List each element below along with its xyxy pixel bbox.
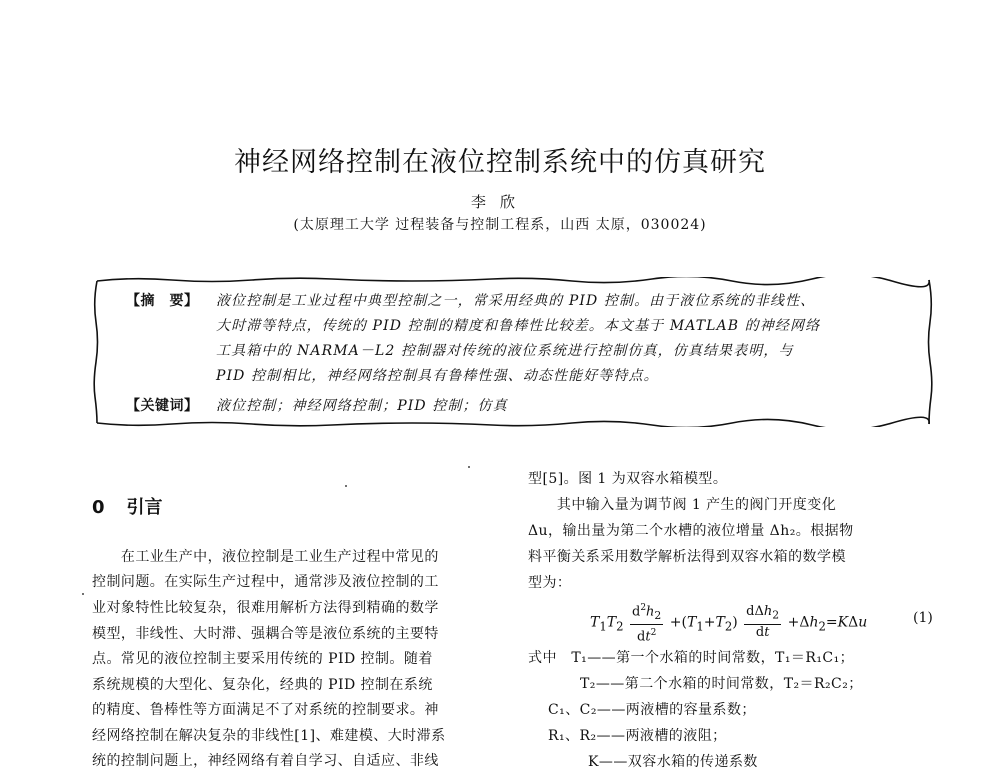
body-line: 的精度、鲁棒性等方面满足不了对系统的控制要求。神 [92, 702, 439, 718]
abstract-label: 【摘 要】 [126, 293, 199, 309]
scan-speck [82, 593, 84, 595]
abstract-line: PID 控制相比，神经网络控制具有鲁棒性强、动态性能好等特点。 [216, 368, 659, 384]
body-line: 系统规模的大型化、复杂化，经典的 PID 控制在系统 [92, 677, 433, 693]
keywords-label: 【关键词】 [126, 398, 199, 414]
abstract-box [92, 277, 934, 427]
body-line: 型为： [528, 575, 572, 591]
body-line: 料平衡关系采用数学解析法得到双容水箱的数学模 [528, 549, 846, 565]
body-line: 业对象特性比较复杂，很难用解析方法得到精确的数学 [92, 600, 439, 616]
body-line: 控制问题。在实际生产过程中，通常涉及液位控制的工 [92, 574, 439, 590]
equation-1: $T_1T_2$ $\frac{d^2h_2}{dt^2}$ $+(T_1+T_2)$ $\frac{d\Delta h_2}{dt}$ $+\Delta h_2=K\Delta u$ [590, 600, 867, 645]
abstract-line: 工具箱中的 NARMA－L2 控制器对传统的液位系统进行控制仿真，仿真结果表明，与 [216, 343, 794, 359]
body-line: 型[5]。图 1 为双容水箱模型。 [528, 471, 728, 487]
body-line: 模型，非线性、大时滞、强耦合等是液位系统的主要特 [92, 626, 439, 642]
body-line: 经网络控制在解决复杂的非线性[1]、难建模、大时滞系 [92, 728, 446, 744]
where-line: C₁、C₂——两液槽的容量系数； [548, 702, 756, 718]
section-heading [92, 493, 163, 519]
where-line: K——双容水箱的传递系数 [588, 754, 758, 770]
body-line: Δu，输出量为第二个水槽的液位增量 Δh₂。根据物 [528, 523, 854, 539]
author-name: 李欣 [470, 193, 529, 211]
body-line: 统的控制问题上，神经网络有着自学习、自适应、非线 [92, 753, 439, 769]
scan-speck [345, 485, 347, 487]
body-line: 在工业生产中，液位控制是工业生产过程中常见的 [92, 549, 439, 565]
section-number: 0 [92, 497, 105, 518]
where-line: 式中 T₁——第一个水箱的时间常数，T₁＝R₁C₁； [528, 650, 855, 666]
paper-title: 神经网络控制在液位控制系统中的仿真研究 [234, 147, 766, 178]
body-line: 点。常见的液位控制主要采用传统的 PID 控制。随着 [92, 651, 433, 667]
keywords-text: 液位控制；神经网络控制；PID 控制；仿真 [216, 398, 508, 414]
abstract-line: 大时滞等特点，传统的 PID 控制的精度和鲁棒性比较差。本文基于 MATLAB 的神经网络 [216, 318, 821, 334]
section-title: 引言 [126, 497, 163, 518]
equation-number: (1) [913, 610, 933, 626]
where-line: R₁、R₂——两液槽的液阻； [548, 728, 727, 744]
abstract-line: 液位控制是工业过程中典型控制之一，常采用经典的 PID 控制。由于液位系统的非线性、 [216, 293, 816, 309]
scan-speck [468, 466, 470, 468]
author-affiliation: (太原理工大学 过程装备与控制工程系，山西 太原，030024) [293, 217, 707, 233]
where-line: T₂——第二个水箱的时间常数，T₂＝R₂C₂； [580, 676, 863, 692]
body-line: 其中输入量为调节阀 1 产生的阀门开度变化 [528, 497, 837, 513]
